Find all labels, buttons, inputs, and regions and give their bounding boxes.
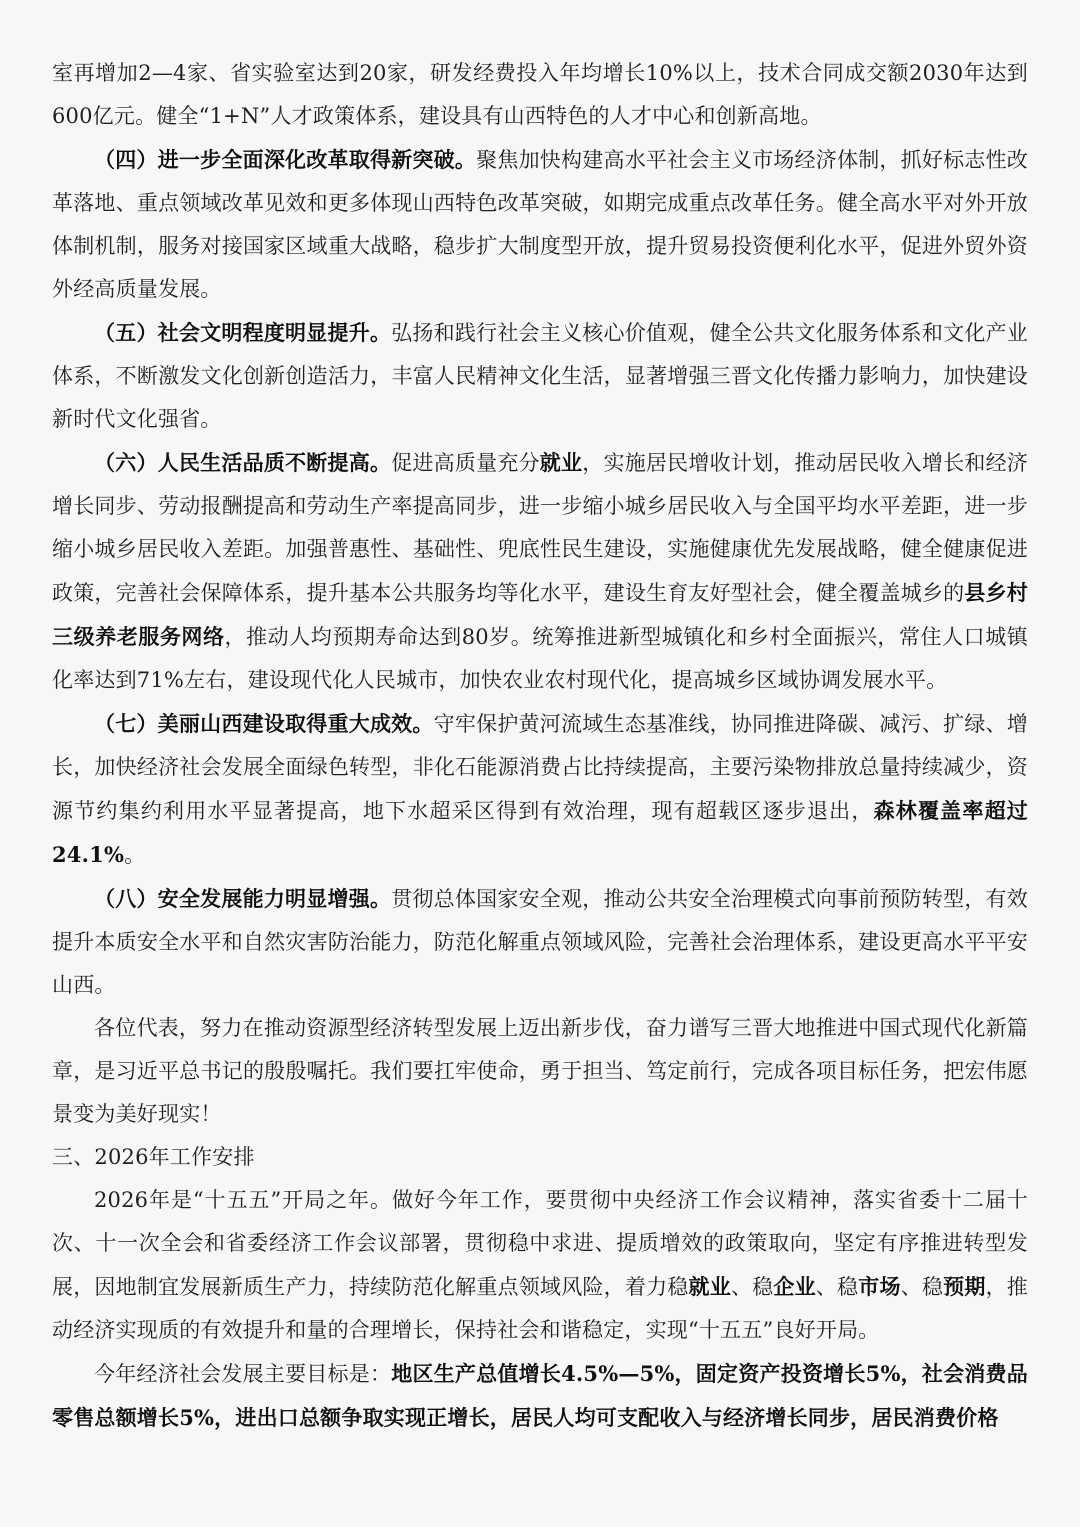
paragraph-seven [52,702,1028,877]
bold-text: 企业 [773,1274,816,1299]
paragraph-targets [52,1352,1028,1440]
body-text: 室再增加2—4家、省实验室达到20家，研发经费投入年均增长10%以上，技术合同成交额2030年达到600亿元。健全“1+N”人才政策体系，建设具有山西特色的人才中心和创新高地。 [52,61,1028,128]
body-text: 贯彻总体国家安全观，推动公共安全治理模式向事前预防转型，有效提升本质安全水平和自然灾害防治能力，防范化解重点领域风险，完善社会治理体系，建设更高水平平安山西。 [52,887,1028,997]
bold-text: 地区生产总值增长4.5%—5%，固定资产投资增长5%，社会消费品零售总额增长5%，进出口总额争取实现正增长，居民人均可支配收入与经济增长同步，居民消费价格 [52,1361,1028,1430]
bold-text: 预期 [943,1274,986,1299]
paragraph-eight [52,877,1028,1007]
body-text: 、稳 [815,1275,859,1299]
body-text: 聚焦加快构建高水平社会主义市场经济体制，抓好标志性改革落地、重点领域改革见效和更多体现山西特色改革突破，如期完成重点改革任务。健全高水平对外开放体制机制，服务对接国家区域重大战略，稳步扩大制度型开放，提升贸易投资便利化水平，促进外贸外资外经高质量发展。 [52,148,1028,301]
bold-text: 市场 [858,1274,901,1299]
body-text: 三、2026年工作安排 [52,1145,255,1169]
body-text: 、稳 [730,1275,774,1299]
body-text: 今年经济社会发展主要目标是： [94,1362,392,1386]
body-text: ，推动人均预期寿命达到80岁。统筹推进新型城镇化和乡村全面振兴，常住人口城镇化率达到71%左右，建设现代化人民城市，加快农业农村现代化，提高城乡区域协调发展水平。 [52,625,1028,692]
bold-text: 就业 [539,450,583,475]
body-text: 。 [124,843,146,867]
body-text: 2026年是“十五五”开局之年。做好今年工作，要贯彻中央经济工作会议精神，落实省委十二届十次、十一次全会和省委经济工作会议部署，贯彻稳中求进、提质增效的政策取向，坚定有序推进转型发展，因地制宜发展新质生产力，持续防范化解重点领域风险，着力稳 [52,1188,1028,1299]
bold-text: （四）进一步全面深化改革取得新突破。 [94,147,477,172]
body-text: 守牢保护黄河流域生态基准线，协同推进降碳、减污、扩绿、增长，加快经济社会发展全面绿色转型，非化石能源消费占比持续提高，主要污染物排放总量持续减少，资源节约集约利用水平显著提高，地下水超采区得到有效治理，现有超载区逐步退出， [52,712,1028,823]
paragraph-six [52,441,1028,702]
paragraph-four [52,138,1028,311]
paragraph-continuation [52,52,1028,138]
body-text: 各位代表，努力在推动资源型经济转型发展上迈出新步伐，奋力谱写三晋大地推进中国式现代化新篇章，是习近平总书记的殷殷嘱托。我们要扛牢使命，勇于担当、笃定前行，完成各项目标任务，把宏伟愿景变为美好现实！ [52,1016,1028,1126]
body-text: 弘扬和践行社会主义核心价值观，健全公共文化服务体系和文化产业体系，不断激发文化创新创造活力，丰富人民精神文化生活，显著增强三晋文化传播力影响力，加快建设新时代文化强省。 [52,321,1028,431]
bold-text: （六）人民生活品质不断提高。 [94,450,392,475]
body-text: ，推动经济实现质的有效提升和量的合理增长，保持社会和谐稳定，实现“十五五”良好开局。 [52,1275,1028,1342]
bold-text: 森林覆盖率超过24.1% [52,798,1028,867]
bold-text: （八）安全发展能力明显增强。 [94,886,392,911]
bold-text: （五）社会文明程度明显提升。 [94,320,392,345]
body-text: 、稳 [900,1275,944,1299]
paragraph-section-three [52,1136,1028,1179]
bold-text: 就业 [688,1274,731,1299]
body-text: 促进高质量充分 [391,451,540,475]
paragraph-delegates [52,1007,1028,1136]
bold-text: 县乡村三级养老服务网络 [52,580,1028,649]
body-text: ，实施居民增收计划，推动居民收入增长和经济增长同步、劳动报酬提高和劳动生产率提高同步，进一步缩小城乡居民收入与全国平均水平差距，进一步缩小城乡居民收入差距。加强普惠性、基础性、兜底性民生建设，实施健康优先发展战略，健全健康促进政策，完善社会保障体系，提升基本公共服务均等化水平，建设生育友好型社会，健全覆盖城乡的 [52,451,1028,605]
paragraph-2026 [52,1179,1028,1352]
paragraph-five [52,311,1028,441]
bold-text: （七）美丽山西建设取得重大成效。 [94,711,434,736]
